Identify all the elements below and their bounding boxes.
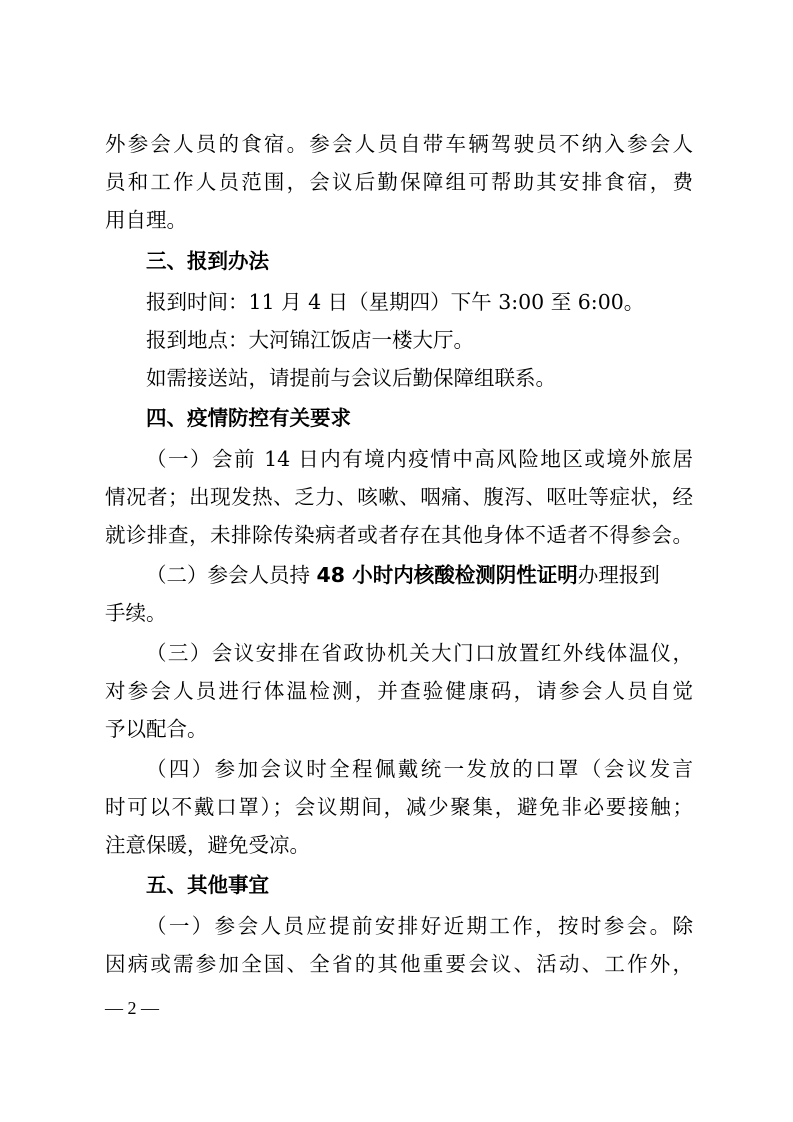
paragraph-line: 因病或需参加全国、全省的其他重要会议、活动、工作外， xyxy=(105,952,693,976)
paragraph-line: 手续。 xyxy=(105,601,167,625)
page-number: — 2 — xyxy=(105,998,159,1018)
paragraph-line: 予以配合。 xyxy=(105,717,208,741)
paragraph-text: 办理报到 xyxy=(577,563,660,587)
paragraph-line: （一）会前 14 日内有境内疫情中高风险地区或境外旅居 xyxy=(146,447,693,471)
paragraph-line: 员和工作人员范围，会议后勤保障组可帮助其安排食宿，费 xyxy=(105,170,693,194)
section-heading: 三、报到办法 xyxy=(146,249,269,273)
paragraph-line: （四）参加会议时全程佩戴统一发放的口罩（会议发言 xyxy=(146,757,693,781)
paragraph-line: 注意保暖，避免受凉。 xyxy=(105,833,310,857)
emphasis-text: 48 小时内核酸检测阴性证明 xyxy=(316,563,578,587)
paragraph-line: 如需接送站，请提前与会议后勤保障组联系。 xyxy=(146,366,556,390)
paragraph-line: 时可以不戴口罩）；会议期间，减少聚集，避免非必要接触； xyxy=(105,795,693,819)
paragraph-line: 外参会人员的食宿。参会人员自带车辆驾驶员不纳入参会人 xyxy=(105,132,693,156)
paragraph-text: （二）参会人员持 xyxy=(146,563,317,587)
paragraph-line: 对参会人员进行体温检测，并查验健康码，请参会人员自觉 xyxy=(105,679,693,703)
paragraph-line xyxy=(146,556,693,594)
paragraph-line: （一）参会人员应提前安排好近期工作，按时参会。除 xyxy=(146,914,693,938)
paragraph-line: 报到时间：11 月 4 日（星期四）下午 3:00 至 6:00。 xyxy=(146,290,645,314)
paragraph-line: 用自理。 xyxy=(105,208,187,232)
paragraph-line: （三）会议安排在省政协机关大门口放置红外线体温仪， xyxy=(146,641,693,665)
paragraph-line: 报到地点：大河锦江饭店一楼大厅。 xyxy=(146,328,474,352)
paragraph-line: 就诊排查，未排除传染病者或者存在其他身体不适者不得参会。 xyxy=(105,523,693,547)
paragraph-line: 情况者；出现发热、乏力、咳嗽、咽痛、腹泻、呕吐等症状，经 xyxy=(105,485,693,509)
section-heading: 五、其他事宜 xyxy=(146,873,269,897)
section-heading: 四、疫情防控有关要求 xyxy=(146,406,351,430)
